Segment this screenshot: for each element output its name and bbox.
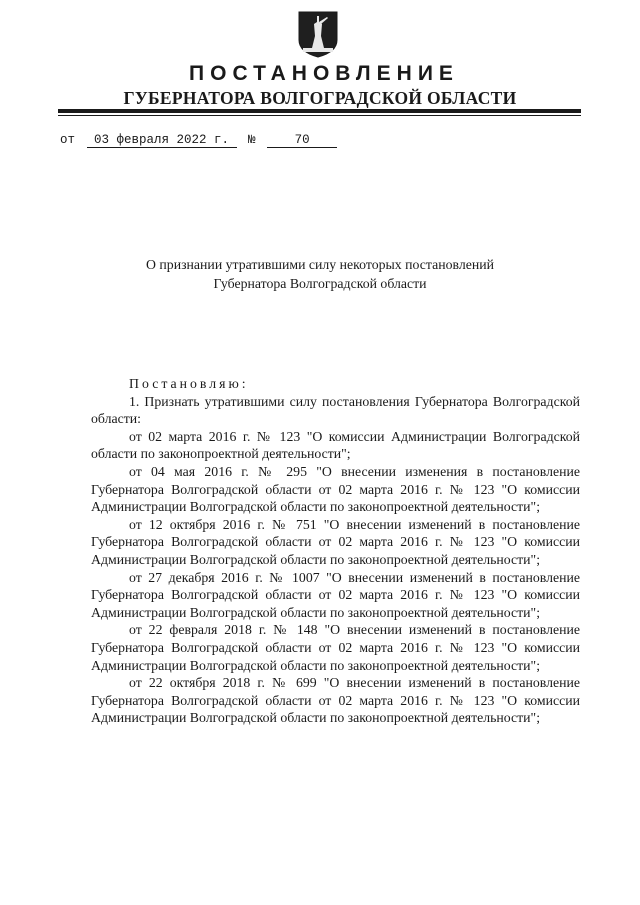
repealed-entry: от 22 февраля 2018 г. № 148 "О внесении изменений в постановление Губернатора Волгоградской области от 02 марта 2016 г. № 123 "О комиссии Администрации Волгоградской области по законопроектной деятельности"; (91, 622, 580, 673)
document-date: 03 февраля 2022 г. (87, 134, 237, 148)
decree-word: Постановляю: (129, 376, 249, 391)
repealed-entry: от 12 октября 2016 г. № 751 "О внесении изменений в постановление Губернатора Волгоградской области от 02 марта 2016 г. № 123 "О комиссии Администрации Волгоградской области по законопроектной деятельности"; (91, 516, 580, 567)
document-type-heading: ПОСТАНОВЛЕНИЕ (189, 62, 459, 85)
issuer-heading: ГУБЕРНАТОРА ВОЛГОГРАДСКОЙ ОБЛАСТИ (123, 88, 517, 108)
item-1: 1. Признать утратившими силу постановления Губернатора Волгоградской области: (91, 393, 580, 427)
repealed-entry: от 02 марта 2016 г. № 123 "О комиссии Администрации Волгоградской области по законопроектной деятельности"; (91, 428, 580, 462)
document-number: 70 (267, 134, 337, 148)
number-sign: № (248, 133, 256, 147)
document-body (91, 375, 580, 727)
document-dateline (60, 133, 337, 148)
title-line-1: О признании утратившими силу некоторых постановлений (146, 257, 494, 272)
dateline-prefix: от (60, 133, 76, 147)
header-rule-thick (58, 109, 581, 113)
coat-of-arms-icon (297, 10, 339, 58)
title-line-2: Губернатора Волгоградской области (213, 276, 427, 291)
header-rule-thin (58, 115, 581, 116)
repealed-entry: от 22 октября 2018 г. № 699 "О внесении изменений в постановление Губернатора Волгоградской области от 02 марта 2016 г. № 123 "О комиссии Администрации Волгоградской области по законопроектной деятельности"; (91, 675, 580, 726)
repealed-entry: от 04 мая 2016 г. № 295 "О внесении изменения в постановление Губернатора Волгоградской области от 02 марта 2016 г. № 123 "О комиссии Администрации Волгоградской области по законопроектной деятельности"; (91, 463, 580, 515)
repealed-entry: от 27 декабря 2016 г. № 1007 "О внесении изменений в постановление Губернатора Волгоградской области от 02 марта 2016 г. № 123 "О комиссии Администрации Волгоградской области по законопроектной деятельности"; (91, 569, 580, 620)
document-title (0, 255, 640, 293)
